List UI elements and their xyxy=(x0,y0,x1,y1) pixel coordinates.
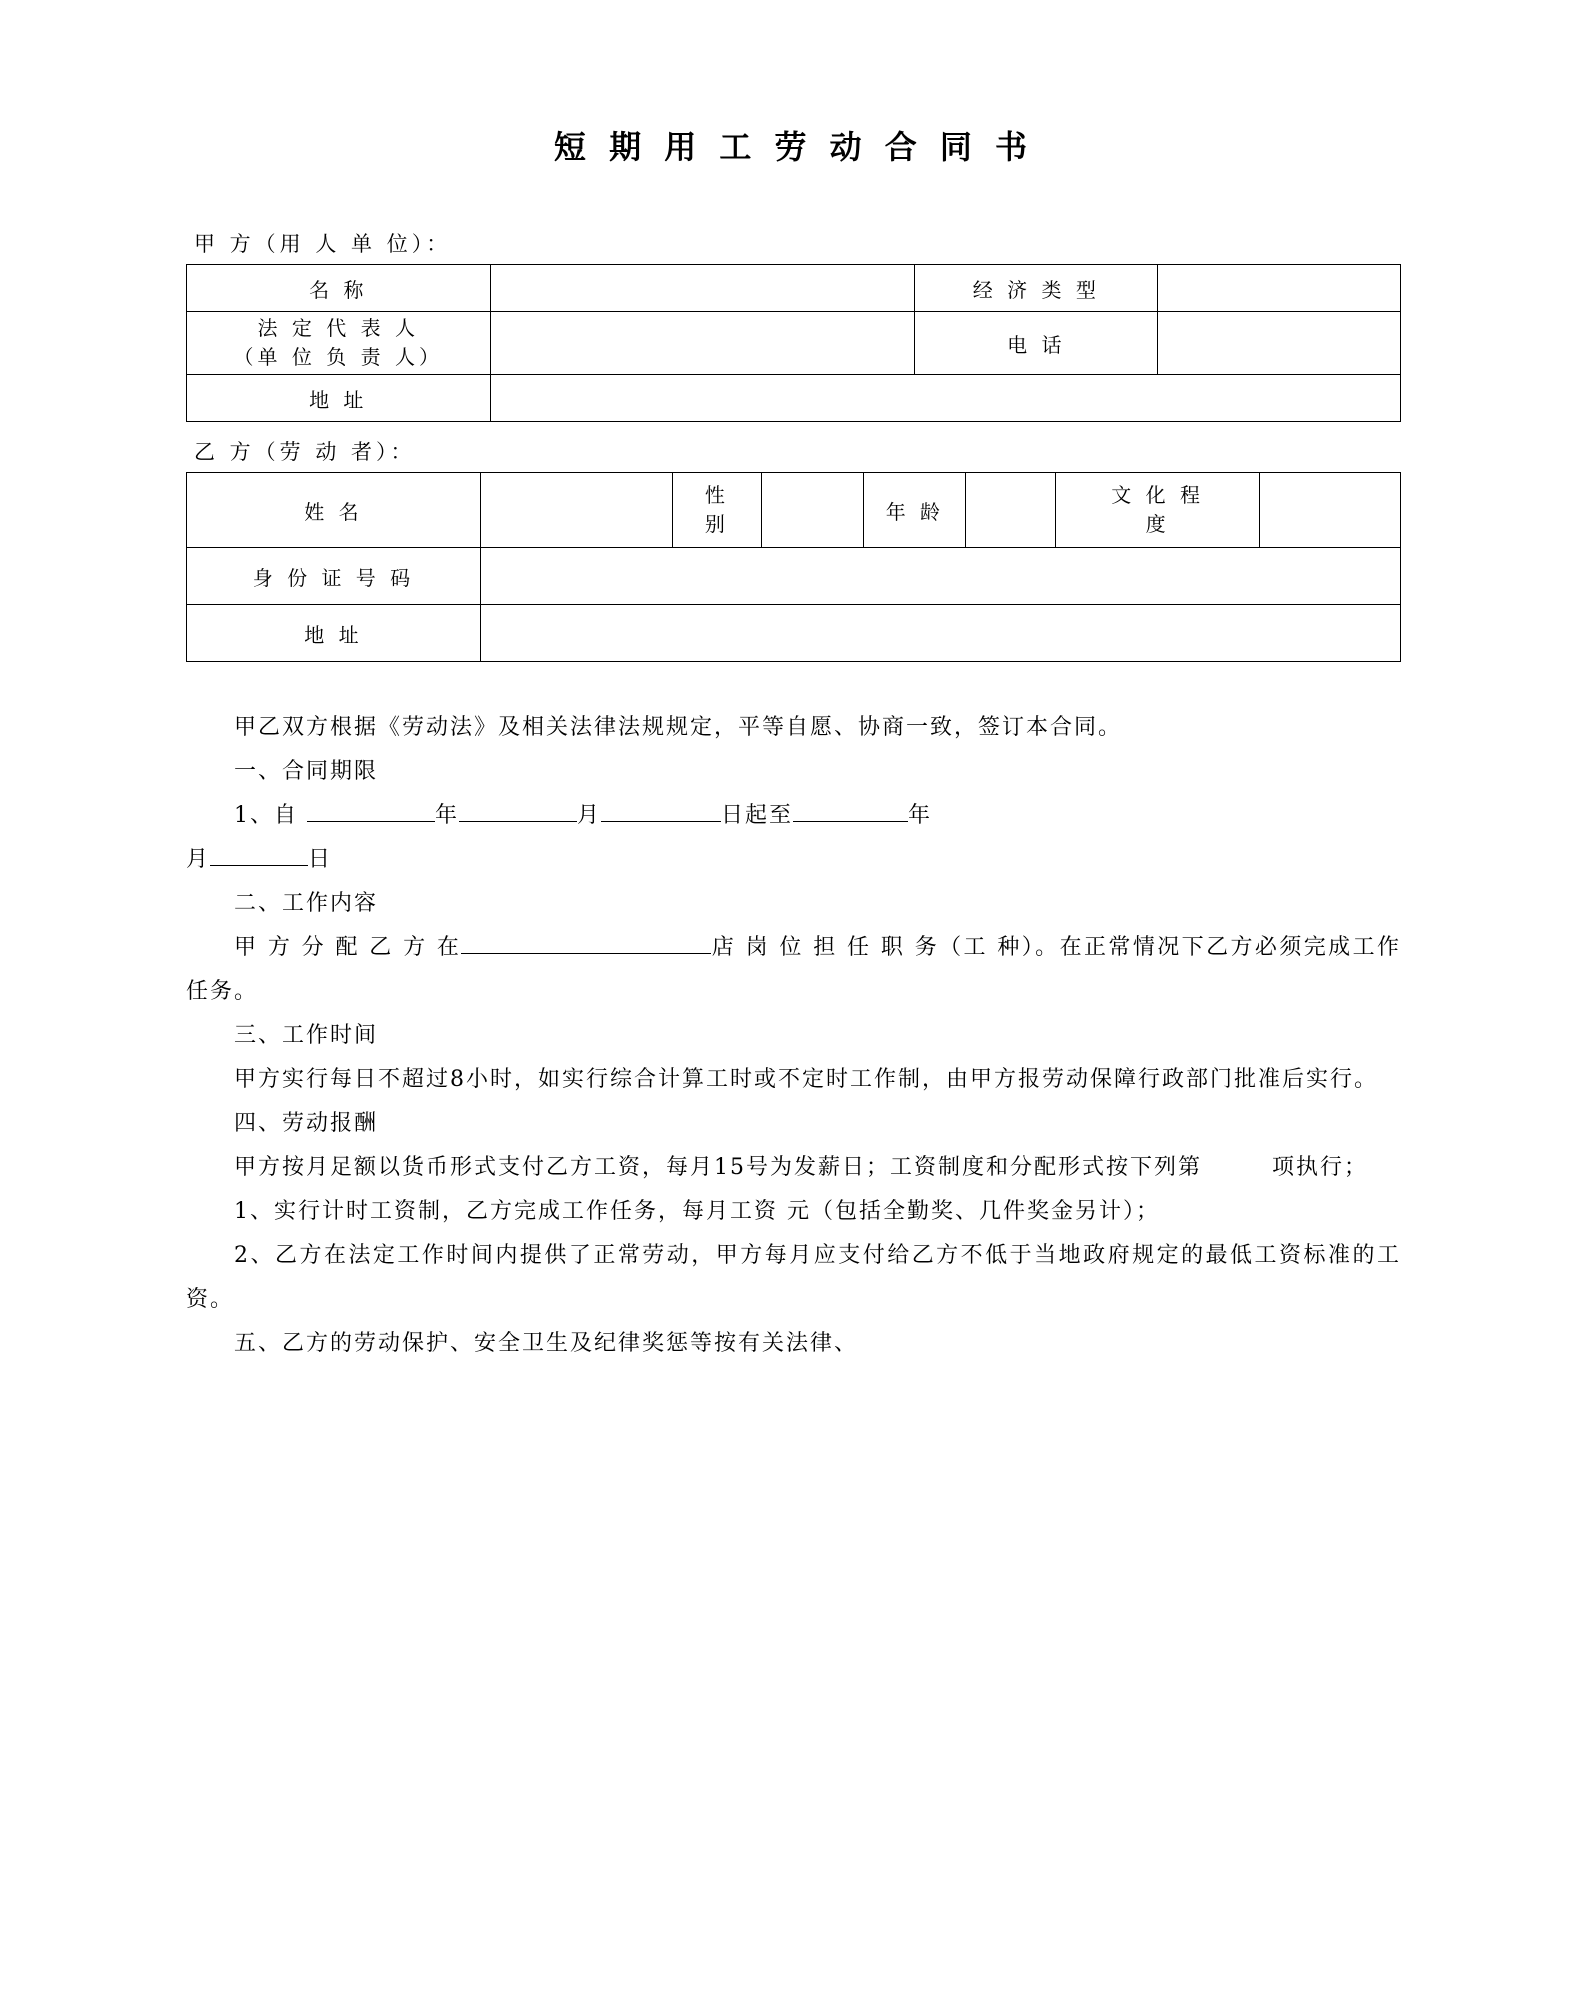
work-content-blank[interactable] xyxy=(461,953,711,954)
employee-education-value[interactable] xyxy=(1260,473,1401,548)
education-line-2: 度 xyxy=(1145,512,1170,536)
section-spacer xyxy=(186,676,1401,706)
table-row xyxy=(187,548,1401,605)
remuneration-item-1: 1、实行计时工资制，乙方完成工作任务，每月工资 元（包括全勤奖、几件奖金另计）； xyxy=(234,1199,1160,1224)
employee-age-value[interactable] xyxy=(966,473,1055,548)
employer-economic-type-value[interactable] xyxy=(1158,265,1401,312)
employee-name-label: 姓 名 xyxy=(187,473,481,548)
table-row xyxy=(187,473,1401,548)
employer-legal-rep-value[interactable] xyxy=(490,312,915,375)
employer-section-label: 甲 方（用 人 单 位）： xyxy=(194,232,452,256)
gender-line-2: 别 xyxy=(704,512,729,536)
section-heading-4: 四、劳动报酬 xyxy=(234,1111,379,1136)
employee-name-value[interactable] xyxy=(480,473,672,548)
work-content-suffix: 店 岗 位 担 任 职 务（工 种）。在正常情况下乙方必须完成工作任务。 xyxy=(186,935,1401,1004)
contract-term-paragraph xyxy=(186,794,1401,882)
employee-info-table xyxy=(186,472,1401,662)
employer-address-value[interactable] xyxy=(490,375,1401,422)
table-row xyxy=(187,375,1401,422)
section-heading-5: 五、乙方的劳动保护、安全卫生及纪律奖惩等按有关法律、 xyxy=(234,1331,859,1356)
term-label-year-1: 年 xyxy=(435,803,460,828)
remuneration-item-2: 2、乙方在法定工作时间内提供了正常劳动，甲方每月应支付给乙方不低于当地政府规定的最低工资标准的工资。 xyxy=(186,1243,1401,1312)
section-heading-3: 三、工作时间 xyxy=(234,1023,379,1048)
table-row xyxy=(187,605,1401,662)
employer-name-value[interactable] xyxy=(490,265,915,312)
term-prefix: 1、自 xyxy=(234,803,307,828)
term-year-blank-1[interactable] xyxy=(307,821,435,822)
employee-education-label xyxy=(1055,473,1259,548)
employer-phone-label: 电 话 xyxy=(915,312,1158,375)
remuneration-prefix: 甲方按月足额以货币形式支付乙方工资，每月15号为发薪日；工资制度和分配形式按下列第 xyxy=(234,1155,1202,1180)
table-row xyxy=(187,312,1401,375)
term-day-blank-2[interactable] xyxy=(210,865,308,866)
employee-section-label: 乙 方（劳 动 者）： xyxy=(194,440,416,464)
employee-age-label: 年 龄 xyxy=(864,473,966,548)
employee-gender-value[interactable] xyxy=(762,473,864,548)
employer-info-table xyxy=(186,264,1401,422)
remuneration-paragraph xyxy=(186,1146,1401,1190)
education-line-1: 文 化 程 xyxy=(1111,483,1205,507)
work-content-paragraph xyxy=(186,926,1401,1014)
section-heading-1: 一、合同期限 xyxy=(234,759,379,784)
page-title: 短 期 用 工 劳 动 合 同 书 xyxy=(553,128,1034,166)
work-time-paragraph: 甲方实行每日不超过8小时，如实行综合计算工时或不定时工作制，由甲方报劳动保障行政部门批准后实行。 xyxy=(234,1067,1379,1092)
term-day-blank-1[interactable] xyxy=(601,821,721,822)
term-month-blank-1[interactable] xyxy=(459,821,577,822)
term-label-month-2: 月 xyxy=(186,847,211,872)
term-label-month-1: 月 xyxy=(577,803,602,828)
employer-legal-rep-label xyxy=(187,312,491,375)
remuneration-suffix: 项执行； xyxy=(1272,1155,1369,1180)
employer-economic-type-label: 经 济 类 型 xyxy=(915,265,1158,312)
legal-rep-line-1: 法 定 代 表 人 xyxy=(257,316,419,340)
employer-name-label: 名 称 xyxy=(187,265,491,312)
table-row xyxy=(187,265,1401,312)
preamble-paragraph: 甲乙双方根据《劳动法》及相关法律法规规定，平等自愿、协商一致，签订本合同。 xyxy=(234,715,1123,740)
employee-id-value[interactable] xyxy=(480,548,1400,605)
legal-rep-line-2: （单 位 负 责 人） xyxy=(233,345,443,369)
term-label-year-2: 年 xyxy=(908,803,933,828)
employee-address-value[interactable] xyxy=(480,605,1400,662)
employer-phone-value[interactable] xyxy=(1158,312,1401,375)
employee-address-label: 地 址 xyxy=(187,605,481,662)
gender-line-1: 性 xyxy=(704,483,729,507)
employee-gender-label xyxy=(672,473,761,548)
section-heading-2: 二、工作内容 xyxy=(234,891,379,916)
work-content-prefix: 甲 方 分 配 乙 方 在 xyxy=(234,935,462,960)
employer-address-label: 地 址 xyxy=(187,375,491,422)
employee-id-label: 身 份 证 号 码 xyxy=(187,548,481,605)
term-label-day-1: 日起至 xyxy=(721,803,794,828)
term-year-blank-2[interactable] xyxy=(793,821,908,822)
term-label-day-2: 日 xyxy=(308,847,333,872)
